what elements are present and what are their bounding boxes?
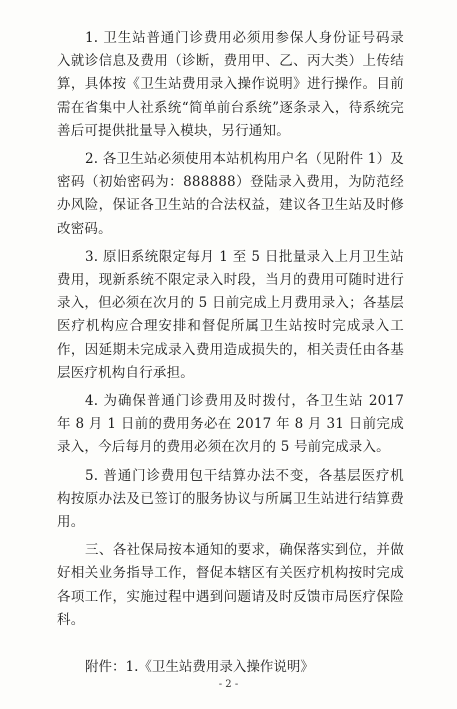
paragraph-item-3: 3. 原旧系统限定每月 1 至 5 日批量录入上月卫生站费用，现新系统不限定录入时段，当月的费用可随时进行录入，但必须在次月的 5 日前完成上月费用录入；各基层医疗机构应合理安排和督促所属卫生站按时完成录入工作，因延期未完成录入费用造成损失的，相关责任由各基层医疗机构自行承担。 xyxy=(57,248,404,381)
paragraph-item-4: 4. 为确保普通门诊费用及时拨付，各卫生站 2017 年 8 月 1 日前的费用务必在 2017 年 8 月 31 日前完成录入，今后每月的费用必须在次月的 5 号前完成录入。 xyxy=(57,393,404,456)
document-body xyxy=(57,27,404,679)
paragraph-item-5: 5. 普通门诊费用包干结算办法不变，各基层医疗机构按原办法及已签订的服务协议与所属卫生站进行结算费用。 xyxy=(57,467,404,531)
page-number: - 2 - xyxy=(218,679,239,690)
paragraph-item-1: 1. 卫生站普通门诊费用必须用参保人身份证号码录入就诊信息及费用（诊断，费用甲、乙、丙大类）上传结算，具体按《卫生站费用录入操作说明》进行操作。目前需在省集中人社系统“简单前台系统”逐条录入，待系统完善后可提供批量导入模块，另行通知。 xyxy=(57,30,404,139)
paragraph-section-3: 三、各社保局按本通知的要求，确保落实到位，并做好相关业务指导工作，督促本辖区有关医疗机构按时完成各项工作，实施过程中遇到问题请及时反馈市局医疗保险科。 xyxy=(57,542,404,628)
attachment-line: 附件：1.《卫生站费用录入操作说明》 xyxy=(85,659,314,676)
paragraph-item-2: 2. 各卫生站必须使用本站机构用户名（见附件 1）及密码（初始密码为：888888）登陆录入费用，为防范经办风险，保证各卫生站的合法权益，建议各卫生站及时修改密码。 xyxy=(57,151,404,237)
